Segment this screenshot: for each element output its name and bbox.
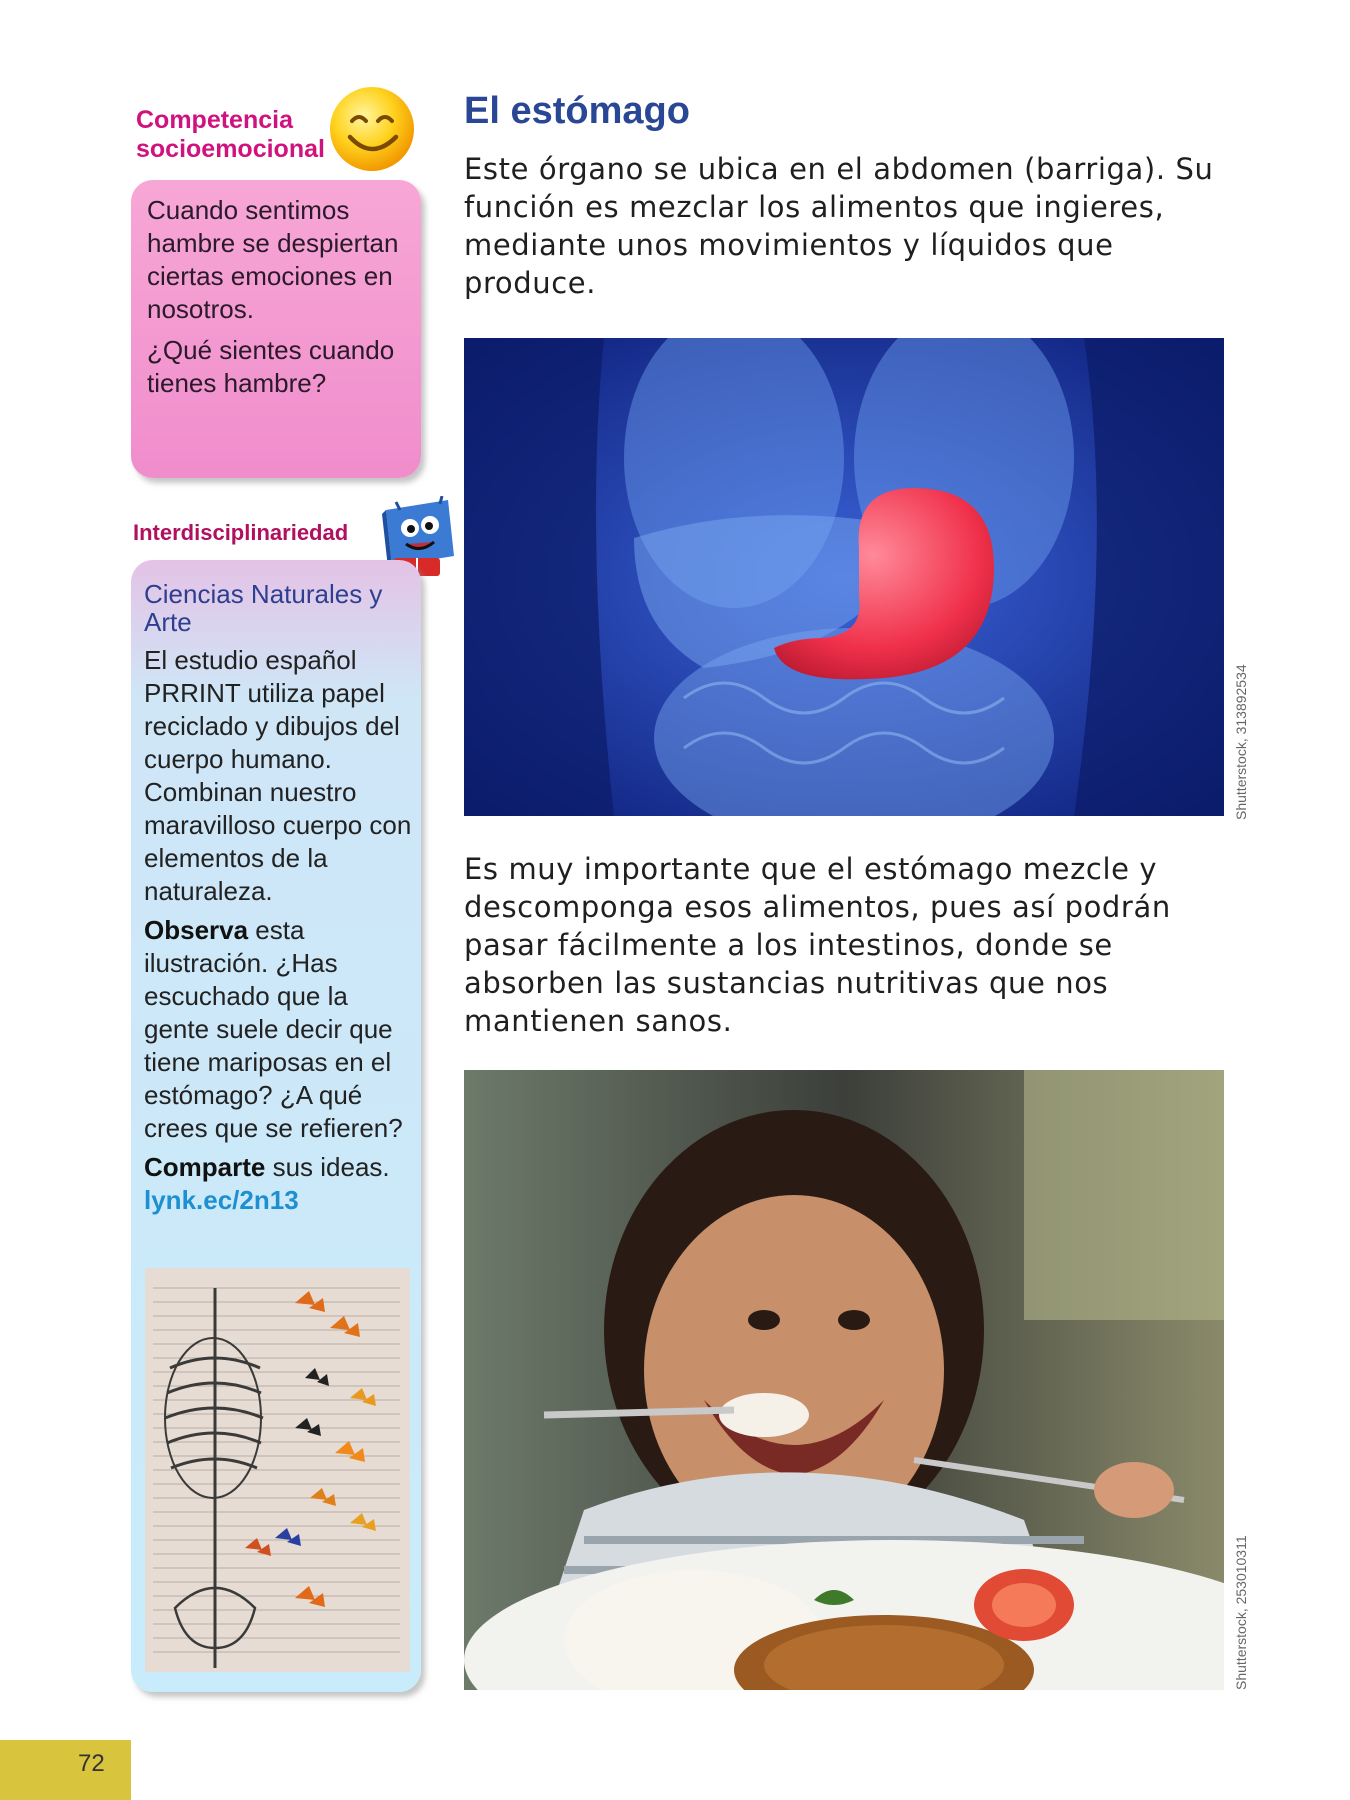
main-paragraph-2: Es muy importante que el estómago mezcle y descomponga esos alimentos, pues así podrán pasar fácilmente a los intestinos, donde se absorben las sustancias nutritivas que nos mantienen sanos. xyxy=(464,852,1171,1038)
observa-bold: Observa xyxy=(144,915,249,945)
interdisciplinariedad-text-1: El estudio español PRRINT utiliza papel reciclado y dibujos del cuerpo humano. Combinan nuestro maravilloso cuerpo con elementos de la naturaleza. xyxy=(144,645,412,906)
interdisciplinariedad-body xyxy=(144,644,416,1217)
interdisciplinariedad-box xyxy=(131,560,421,1692)
interdisciplinariedad-text-3 xyxy=(144,1151,416,1217)
page-title: El estómago xyxy=(464,90,690,132)
skeleton-butterflies-illustration xyxy=(145,1268,410,1672)
competencia-box xyxy=(131,180,421,478)
image-credit-2: Shutterstock, 253010311 xyxy=(1233,1535,1249,1690)
interdisciplinariedad-heading: Interdisciplinariedad xyxy=(133,520,349,545)
competencia-text-2: ¿Qué sientes cuando tienes hambre? xyxy=(147,335,395,398)
interdisciplinariedad-subheading: Ciencias Naturales y Arte xyxy=(144,579,383,637)
smiley-icon xyxy=(326,83,418,175)
comparte-bold: Comparte xyxy=(144,1152,266,1182)
comparte-rest: sus ideas. xyxy=(265,1152,390,1182)
page-number-tab xyxy=(0,1740,131,1800)
page-number: 72 xyxy=(78,1750,105,1777)
girl-eating-photo xyxy=(464,1070,1224,1690)
main-paragraph-1: Este órgano se ubica en el abdomen (barriga). Su función es mezclar los alimentos que ingieres, mediante unos movimientos y líquidos que produce. xyxy=(464,152,1214,300)
competencia-heading: Competencia socioemocional xyxy=(136,106,325,163)
competencia-text-1: Cuando sentimos hambre se despiertan ciertas emociones en nosotros. xyxy=(147,195,399,324)
image-credit-1: Shutterstock, 313892534 xyxy=(1233,664,1249,820)
observa-rest: esta ilustración. ¿Has escuchado que la gente suele decir que tiene mariposas en el estómago? ¿A qué crees que se refieren? xyxy=(144,915,403,1143)
stomach-anatomy-image xyxy=(464,338,1224,816)
resource-link[interactable]: lynk.ec/2n13 xyxy=(144,1185,299,1215)
interdisciplinariedad-text-2 xyxy=(144,914,416,1145)
